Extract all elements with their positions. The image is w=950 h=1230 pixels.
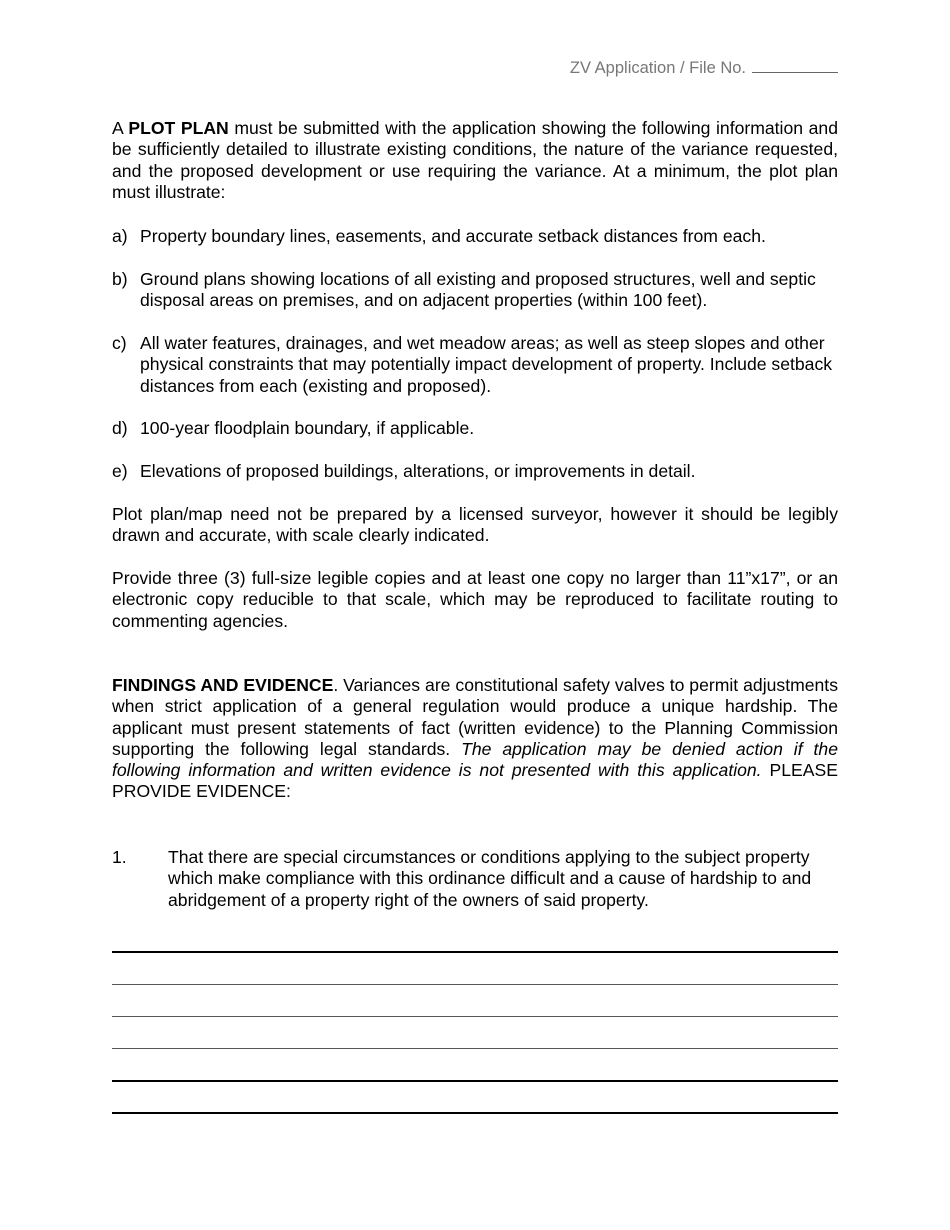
answer-line[interactable] — [112, 951, 838, 953]
answer-line[interactable] — [112, 1048, 838, 1049]
findings-warning: The application may be denied action if the following information and written evidence is not presented with this application. — [112, 738, 839, 781]
item-letter: b) — [112, 269, 128, 289]
answer-line[interactable] — [112, 1080, 838, 1082]
item-letter: e) — [112, 461, 128, 481]
item-text: All water features, drainages, and wet meadow areas; as well as steep slopes and other physical constraints that may potentially impact development of property. Include setback distances from each (existing and proposed). — [140, 333, 833, 396]
item-letter: d) — [112, 418, 128, 438]
plot-plan-item-c — [112, 333, 838, 397]
answer-line[interactable] — [112, 1112, 838, 1114]
finding-number: 1. — [112, 847, 127, 867]
plot-plan-intro: A PLOT PLAN must be submitted with the application showing the following information and be sufficiently detailed to illustrate existing conditions, the nature of the variance requested, and the proposed development or use requiring the variance. At a minimum, the plot plan must illustrate: — [112, 118, 838, 202]
item-text: Ground plans showing locations of all existing and proposed structures, well and septic disposal areas on premises, and on adjacent properties (within 100 feet). — [140, 269, 816, 311]
findings-heading: FINDINGS AND EVIDENCE — [112, 675, 334, 695]
findings-paragraph: FINDINGS AND EVIDENCE. Variances are constitutional safety valves to permit adjustments when strict application of a general regulation would produce a unique hardship. The applicant must present statements of fact (written evidence) to the Planning Commission supporting the following legal standards. The application may be denied action if the following information and written evidence is not presented with this application. PLEASE PROVIDE EVIDENCE: — [112, 675, 839, 802]
file-number-label: ZV Application / File No. — [569, 59, 746, 77]
file-number-blank[interactable] — [752, 56, 838, 73]
surveyor-note: Plot plan/map need not be prepared by a licensed surveyor, however it should be legibly drawn and accurate, with scale clearly indicated. — [112, 504, 838, 546]
answer-line[interactable] — [112, 984, 838, 985]
item-text: Elevations of proposed buildings, alterations, or improvements in detail. — [140, 461, 696, 481]
file-number-field — [570, 56, 838, 79]
finding-item-1 — [112, 847, 838, 911]
item-text: Property boundary lines, easements, and accurate setback distances from each. — [140, 226, 766, 246]
plot-plan-item-e — [112, 461, 838, 482]
item-text: 100-year floodplain boundary, if applicable. — [140, 418, 475, 438]
item-letter: a) — [112, 226, 128, 246]
plot-plan-item-a — [112, 226, 838, 247]
item-letter: c) — [112, 333, 127, 353]
plot-plan-item-d — [112, 418, 838, 439]
answer-line[interactable] — [112, 1016, 838, 1017]
plot-plan-item-b — [112, 269, 838, 312]
finding-text: That there are special circumstances or conditions applying to the subject property which make compliance with this ordinance difficult and a cause of hardship to and abridgement of a property right of the owners of said property. — [168, 847, 812, 910]
copies-note: Provide three (3) full-size legible copies and at least one copy no larger than 11”x17”, or an electronic copy reducible to that scale, which may be reproduced to facilitate routing to commenting agencies. — [112, 568, 838, 631]
plot-plan-heading: PLOT PLAN — [128, 118, 229, 138]
